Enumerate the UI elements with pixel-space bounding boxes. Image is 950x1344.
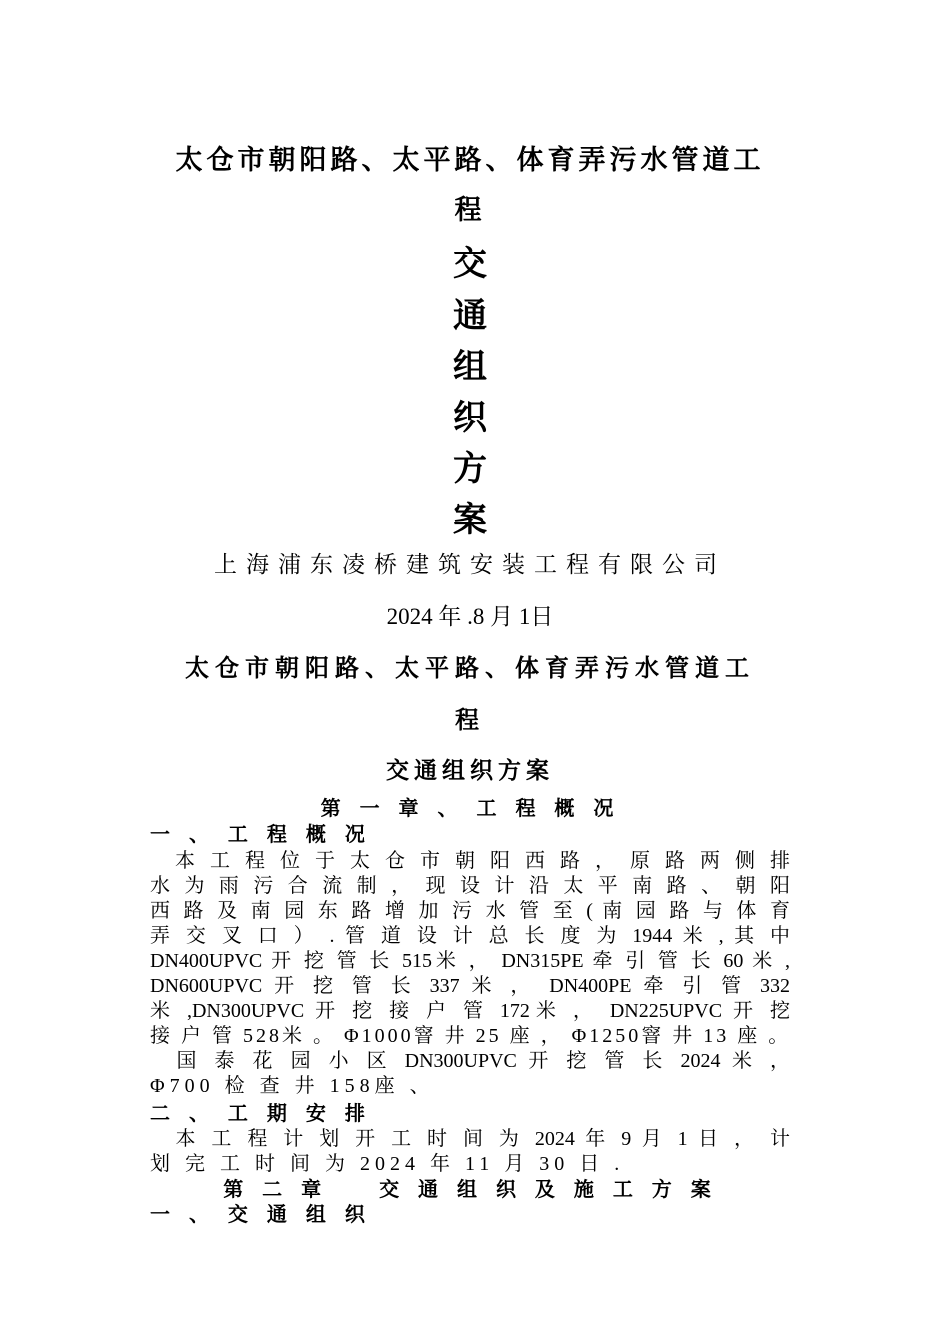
cover-title-char-6: 案 (453, 500, 487, 540)
cover-title-line2: 程 (454, 195, 486, 226)
paragraph-1-line-6: DN600UPVC 开 挖 管 长 337 米 ， DN400PE 牵 引 管 332 (150, 975, 790, 997)
cover-title-line1: 太仓市朝阳路、太平路、体育弄污水管道工 (175, 145, 765, 176)
paragraph-1-line-4: 弄 交 叉 口 ） . 管 道 设 计 总 长 度 为 1944 米 , 其 中 (150, 925, 790, 947)
cover-title-char-1: 交 (453, 244, 487, 284)
section-3-heading: 一 、 交 通 组 织 (150, 1202, 371, 1226)
section-2-heading: 二 、 工 期 安 排 (150, 1101, 371, 1125)
content-title-line1: 太仓市朝阳路、太平路、体育弄污水管道工 (185, 654, 755, 682)
cover-title-char-3: 组 (453, 347, 487, 387)
paragraph-3-line-2: 划 完 工 时 间 为 2024 年 11 月 30 日 . (150, 1153, 625, 1175)
paragraph-1-line-3: 西 路 及 南 园 东 路 增 加 污 水 管 至 ( 南 园 路 与 体 育 (150, 900, 790, 922)
chapter-1-heading: 第 一 章 、 工 程 概 况 (320, 796, 620, 820)
cover-title-char-2: 通 (453, 296, 487, 336)
section-1-heading: 一 、 工 程 概 况 (150, 822, 371, 846)
paragraph-3-line-1: 本 工 程 计 划 开 工 时 间 为 2024 年 9 月 1 日 ， 计 (150, 1128, 790, 1150)
content-title-line2: 程 (455, 706, 485, 734)
content-subtitle: 交通组织方案 (386, 758, 554, 784)
cover-title-char-4: 织 (453, 398, 487, 438)
paragraph-1-line-5: DN400UPVC 开 挖 管 长 515米 ， DN315PE 牵 引 管 长 60 米 , (150, 950, 790, 972)
chapter-2-heading: 第 二 章 交 通 组 织 及 施 工 方 案 (223, 1177, 717, 1201)
paragraph-1-line-1: 本 工 程 位 于 太 仓 市 朝 阳 西 路 ， 原 路 两 侧 排 (150, 850, 790, 872)
paragraph-2-line-1: 国 泰 花 园 小 区 DN300UPVC 开 挖 管 长 2024 米 ， (150, 1050, 790, 1072)
cover-title-char-5: 方 (453, 449, 487, 489)
paragraph-2-line-2: Φ700 检 查 井 158座 、 (150, 1075, 435, 1097)
document-date: 2024 年 .8 月 1日 (386, 604, 554, 629)
paragraph-1-line-7: 米 ,DN300UPVC 开 挖 接 户 管 172米 ， DN225UPVC 开 挖 (150, 1000, 790, 1022)
company-name: 上海浦东凌桥建筑安装工程有限公司 (214, 552, 726, 578)
paragraph-1-line-2: 水 为 雨 污 合 流 制 ， 现 设 计 沿 太 平 南 路 、 朝 阳 (150, 875, 790, 897)
paragraph-1-line-8: 接 户 管 528米 。 Φ1000窨 井 25 座 ， Φ1250窨 井 13 座 。 (150, 1025, 792, 1047)
